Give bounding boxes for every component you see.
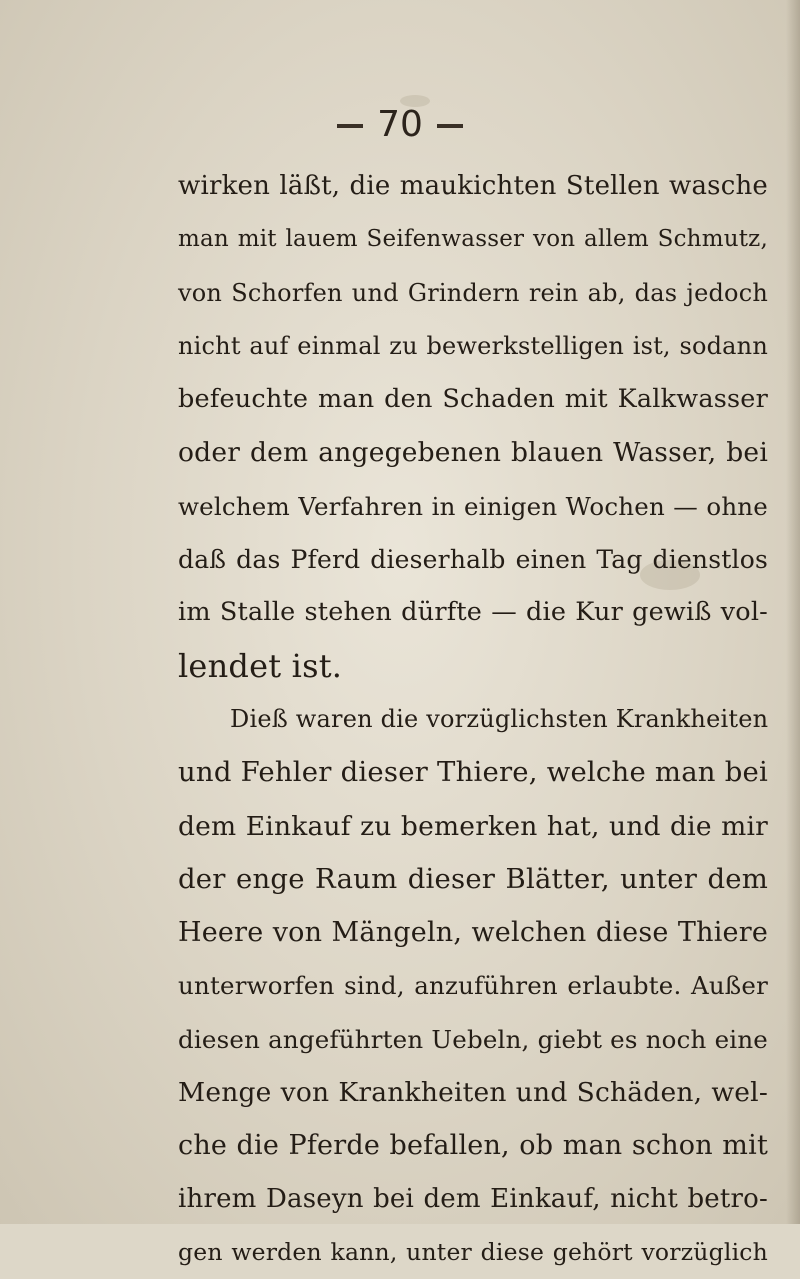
text-line: ihrem Daseyn bei dem Einkauf, nicht betro- bbox=[178, 1183, 768, 1214]
text-line: daß das Pferd dieserhalb einen Tag dienstlos bbox=[178, 545, 768, 575]
page-edge-shadow bbox=[786, 0, 800, 1224]
text-line: welchem Verfahren in einigen Wochen — ohne bbox=[178, 491, 768, 521]
page-number: 70 bbox=[377, 104, 423, 145]
text-line: dem Einkauf zu bemerken hat, und die mir bbox=[178, 810, 768, 842]
text-line: Heere von Mängeln, welchen diese Thiere bbox=[178, 917, 768, 949]
text-line: gen werden kann, unter diese gehört vorzüglich bbox=[178, 1237, 768, 1266]
text-line: man mit lauem Seifenwasser von allem Schmutz, bbox=[178, 226, 768, 253]
text-line: oder dem angegebenen blauen Wasser, bei bbox=[178, 437, 768, 469]
text-line: wirken läßt, die maukichten Stellen wasche bbox=[178, 171, 768, 201]
text-line: befeuchte man den Schaden mit Kalkwasser bbox=[178, 384, 768, 415]
text-line: nicht auf einmal zu bewerkstelligen ist, sodann bbox=[178, 331, 768, 360]
paragraph-first-line: Dieß waren die vorzüglichsten Krankheiten bbox=[230, 704, 769, 733]
text-line: che die Pferde befallen, ob man schon mit bbox=[178, 1130, 768, 1162]
text-line: diesen angeführten Uebeln, giebt es noch eine bbox=[178, 1024, 768, 1054]
text-line: der enge Raum dieser Blätter, unter dem bbox=[178, 862, 768, 895]
text-line: unterworfen sind, anzuführen erlaubte. Außer bbox=[178, 971, 768, 1001]
text-line: und Fehler dieser Thiere, welche man bei bbox=[178, 756, 768, 789]
body-text bbox=[178, 160, 768, 1279]
header-dash-left bbox=[337, 124, 363, 128]
page-header bbox=[0, 100, 800, 150]
text-line: von Schorfen und Grindern rein ab, das jedoch bbox=[178, 278, 768, 307]
text-line: im Stalle stehen dürfte — die Kur gewiß vol- bbox=[178, 597, 768, 628]
header-dash-right bbox=[437, 124, 463, 128]
text-line: lendet ist. bbox=[178, 646, 343, 685]
text-line: Menge von Krankheiten und Schäden, wel- bbox=[178, 1077, 768, 1109]
